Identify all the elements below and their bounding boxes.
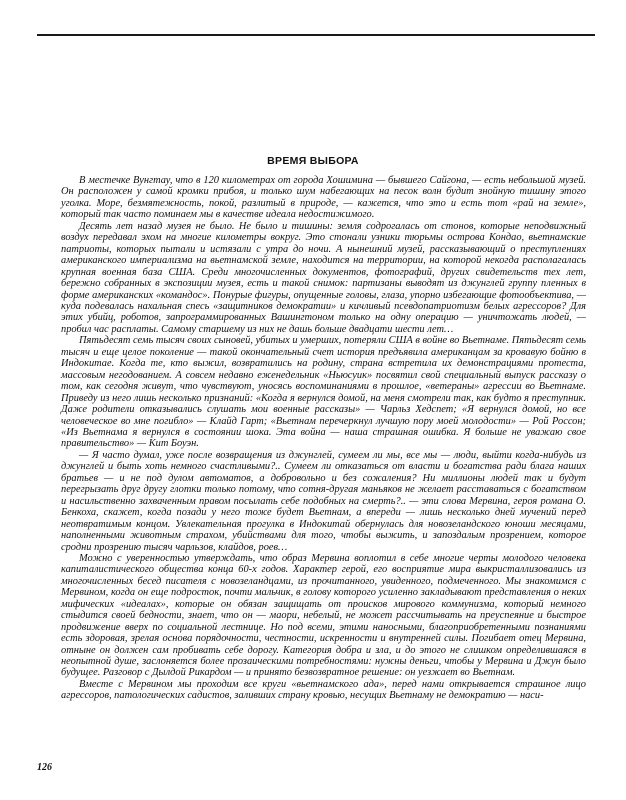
paragraph: В местечке Вунгтау, что в 120 километрах от города Хошимина — бывшего Сайгона, — есть небольшой музей. Он расположен у самой кромки прибоя, и только шум набегающих на песок волн будит знойную тишину этого уголка. Море, безмятежность, покой, разлитый в природе, — кажется, что это и есть тот «рай на земле», который так часто поминаем мы в качестве идеала недостижимого.	[61, 175, 586, 221]
article-body	[61, 175, 586, 702]
paragraph: Пятьдесят семь тысяч своих сыновей, убитых и умерших, потеряли США в войне во Вьетнаме. Пятьдесят семь тысяч и еще целое поколение — такой окончательный счет история предъявила американцам за кровавую бойню в Индокитае. Когда те, кто выжил, возвратились на родину, страна встретила их демонстрациями протеста, массовым негодованием. А совсем недавно еженедельник «Ньюсуик» посвятил свой специальный выпуск рассказу о том, как сегодня живут, что чувствуют, уносясь воспоминаниями в прошлое, «ветераны» агрессии во Вьетнаме. Приведу из него лишь несколько признаний: «Когда я вернулся домой, на меня смотрели так, как будто я преступник. Даже родители отказывались слушать мои военные рассказы» — Чарльз Хедспет; «Я вернулся домой, но все человеческое во мне погибло» — Клайд Гарт; «Вьетнам перечеркнул лучшую пору моей молодости» — Рой Россон; «Из Вьетнама я вернулся в состоянии шока. Эта война — наша страшная ошибка. Я больше не уважаю свое правительство» — Кит Боуэн.	[61, 335, 586, 450]
paragraph: Можно с уверенностью утверждать, что образ Мервина воплотил в себе многие черты молодого человека капиталистического общества конца 60-х годов. Характер герой, его восприятие мира выкристаллизовались из многочисленных бесед писателя с новозеландцами, из прочитанного, увиденного, подмеченного. Мы знакомимся с Мервином, когда он еще подросток, почти мальчик, в голову которого усиленно закладывают представления о неких мифических «идеалах», которые он обязан защищать от происков мирового коммунизма, который немного стыдится своей бедности, знает, что он — маори, небелый, не может рассчитывать на преуспеяние и быстрое продвижение вверх по социальной лестнице. Но под всеми, этими наносными, благоприобретенными познаниями есть здоровая, зрелая основа порядочности, честности, искренности и внутренней силы. Погибает отец Мервина, отныне он должен сам пробивать себе дорогу. Категория добра и зла, и до этого не слишком определившаяся в неопытной душе, заслоняется более прозаическими потребностями: нужны деньги, чтобы у Мервина и Джун было будущее. Разговор с Дылдой Рикардом — и принято безвозвратное решение: он уезжает во Вьетнам.	[61, 552, 586, 679]
page-title: ВРЕМЯ ВЫБОРА	[267, 155, 359, 167]
page-number: 126	[37, 762, 52, 773]
paragraph: Десять лет назад музея не было. Не было и тишины: земля содрогалась от стонов, которые неподвижный воздух передавал эхом на многие километры вокруг. Это стонали узники тюрьмы острова Кондао, вьетнамские патриоты, которых пытали и истязали с утра до ночи. А нынешний музей, рассказывающий о преступлениях американского империализма на вьетнамской земле, находится на территории, на которой некогда располагалась крупная военная база США. Среди многочисленных документов, фотографий, других свидетельств тех лет, бережно собранных в экспозиции музея, есть и такой снимок: партизаны выводят из джунглей группу пленных в форме американских «командос». Понурые фигуры, опущенные головы, глаза, упорно избегающие фотообъектива, — куда подевалась нахальная спесь «защитников демократии» и кичливый псевдопатриотизм белых агрессоров? Для этих убийц, роботов, запрограммированных Вашингтоном только на одну операцию — уничтожать людей, — пробил час расплаты. Самому старшему из них не дашь больше двадцати шести лет…	[61, 220, 586, 335]
paragraph: — Я часто думал, уже после возвращения из джунглей, сумеем ли мы, все мы — люди, выйти когда-нибудь из джунглей и быть хоть немного счастливыми?.. Сумеем ли отказаться от власти и богатства ради блага наших братьев — и не под дулом автоматов, а добровольно и без сожаления? Ни миллионы людей так и будут перегрызать друг другу глотки только потому, что сотня-другая маньяков не желает расставаться с богатством и насильственно захваченным правом посылать себе подобных на смерть?.. — эти слова Мервина, героя романа О. Бенкоха, скажет, когда позади у него тоже будет Вьетнам, а впереди — лишь несколько дней мучений перед неотвратимым концом. Увлекательная прогулка в Индокитай обернулась для новозеландского юноши месяцами, наполненными животным страхом, убийствами для того, чтобы выжить, и запоздалым прозрением, которое сродни прозрению тысяч чарльзов, клайдов, роев…	[61, 449, 586, 553]
paragraph: Вместе с Мервином мы проходим все круги «вьетнамского ада», перед нами открывается страшное лицо агрессоров, патологических садистов, заливших страну кровью, несущих Вьетнаму не демократию — наси-	[61, 678, 586, 702]
top-divider	[37, 34, 595, 36]
